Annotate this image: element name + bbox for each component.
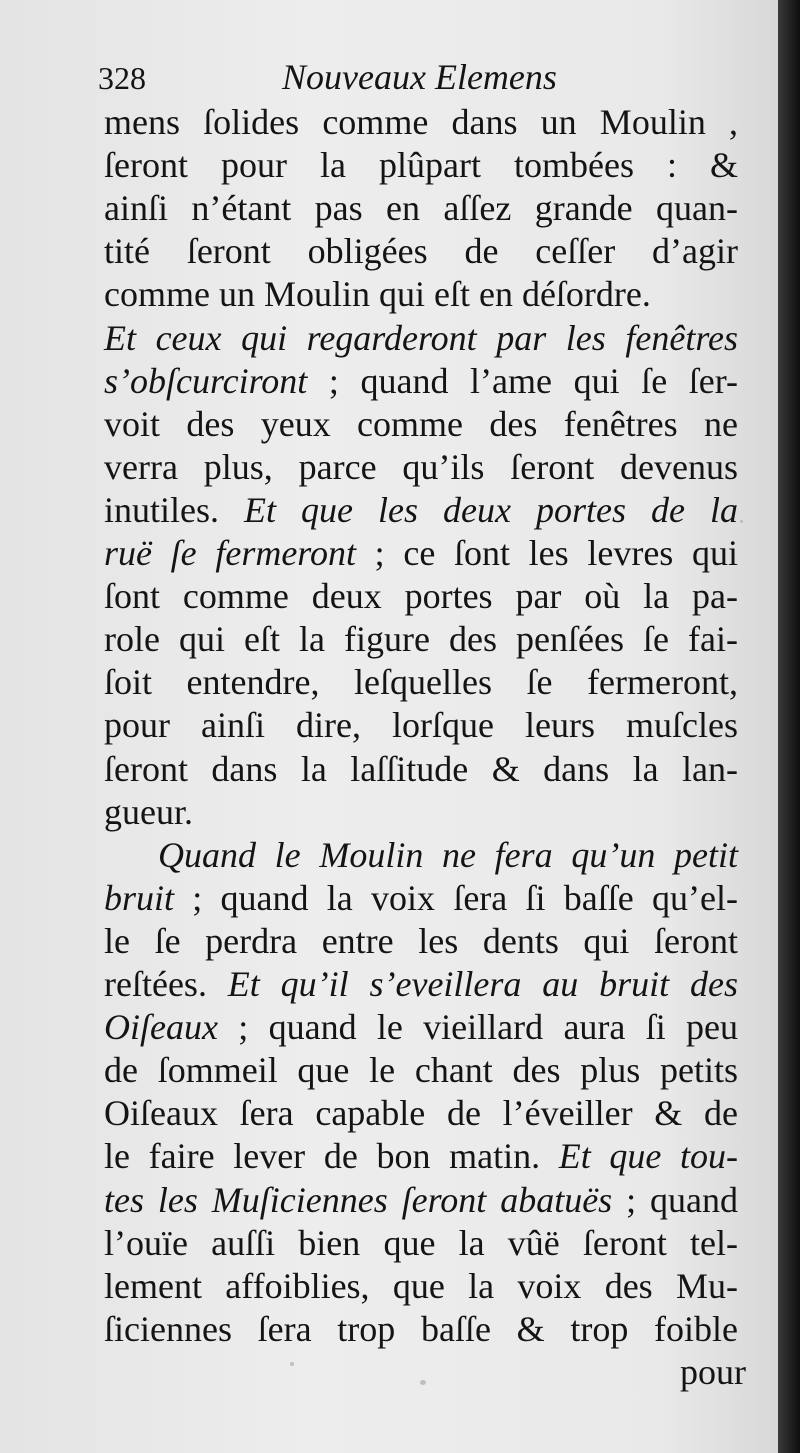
roman-span: role qui eſt la figure des penſées ſe fai- <box>104 619 738 660</box>
text-line <box>104 876 738 920</box>
text-line <box>104 1178 738 1222</box>
italic-span: bruit <box>104 877 175 918</box>
text-line <box>104 143 738 187</box>
text-line <box>104 703 738 747</box>
text-line <box>104 186 738 230</box>
text-line <box>158 833 738 877</box>
italic-span: ruë ſe fermeront <box>104 533 356 573</box>
text-line <box>104 229 738 273</box>
roman-span: ſoit entendre, leſquelles ſe fermeront, <box>104 662 738 703</box>
text-line <box>104 272 738 316</box>
roman-span: reſtées. <box>104 964 228 1004</box>
paper-spot <box>740 520 743 523</box>
roman-span: ; quand l’ame qui ſe ſer- <box>307 360 738 401</box>
roman-span: comme un Moulin qui eſt en déſordre. <box>104 274 651 315</box>
paper-spot <box>420 1380 426 1385</box>
roman-span: gueur. <box>104 791 193 832</box>
roman-span: ſont comme deux portes par où la pa- <box>104 576 738 617</box>
italic-span: Et que les deux portes de la <box>244 489 738 530</box>
running-title: Nouveaux Elemens <box>282 57 557 97</box>
text-line <box>104 488 738 532</box>
roman-span: Oiſeaux ſera capable de l’éveiller & de <box>104 1093 738 1134</box>
text-line <box>104 617 738 661</box>
roman-span: inutiles. <box>104 489 245 530</box>
italic-span: Et ceux qui regarderont par les fenêtres <box>104 317 738 358</box>
roman-span: le ſe perdra entre les dents qui ſeront <box>104 920 738 961</box>
roman-span: ſeront dans la laſſitude & dans la lan- <box>104 748 738 789</box>
roman-span: ; quand le vieillard aura ſi peu <box>217 1007 738 1048</box>
roman-span: ainſi n’étant pas en aſſez grande quan- <box>104 188 738 229</box>
text-line <box>104 747 738 791</box>
text-line <box>104 1091 738 1135</box>
roman-span: mens ſolides comme dans un Moulin , <box>104 102 738 142</box>
text-line <box>104 574 738 618</box>
roman-span: pour ainſi dire, lorſque leurs muſcles <box>104 705 738 746</box>
text-line <box>104 1048 738 1092</box>
text-line <box>104 919 738 963</box>
paper-spot <box>290 1362 294 1366</box>
text-line <box>104 1134 738 1178</box>
text-line <box>104 790 738 834</box>
text-line <box>104 100 738 144</box>
italic-span: tes les Muſiciennes ſeront abatuës <box>104 1179 613 1220</box>
italic-span: Quand le Moulin ne fera qu’un petit <box>158 834 738 875</box>
text-line <box>104 962 738 1006</box>
roman-span: tité ſeront obligées de ceſſer d’agir <box>104 231 738 272</box>
text-line <box>104 359 738 403</box>
roman-span: voit des yeux comme des fenêtres ne <box>104 403 738 444</box>
italic-span: Oiſeaux <box>104 1007 218 1048</box>
roman-span: ; ce ſont les levres qui <box>355 533 738 573</box>
page-number: 328 <box>98 60 146 96</box>
italic-span: Et qu’il s’eveillera au bruit des <box>227 964 738 1004</box>
text-line <box>104 531 738 575</box>
text-line <box>104 1221 738 1265</box>
roman-span: ; quand <box>612 1179 738 1220</box>
roman-span: ſiciennes ſera trop baſſe & trop foible <box>104 1308 738 1349</box>
text-line <box>104 402 738 446</box>
roman-span: verra plus, parce qu’ils ſeront devenus <box>104 446 738 487</box>
text-line <box>104 1005 738 1049</box>
roman-span: ſeront pour la plûpart tombées : & <box>104 145 738 186</box>
text-line <box>104 660 738 704</box>
catchword: pour <box>680 1351 746 1392</box>
roman-span: le faire lever de bon matin. <box>104 1136 559 1177</box>
roman-span: l’ouïe auſſi bien que la vûë ſeront tel- <box>104 1222 738 1263</box>
roman-span: ; quand la voix ſera ſi baſſe qu’el- <box>174 877 738 918</box>
roman-span: de ſommeil que le chant des plus petits <box>104 1050 738 1091</box>
text-line <box>104 1307 738 1351</box>
roman-span: lement affoiblies, que la voix des Mu- <box>104 1265 738 1306</box>
italic-span: s’obſcurciront <box>104 360 308 401</box>
text-line <box>104 316 738 360</box>
italic-span: Et que tou- <box>558 1136 738 1177</box>
page-edge-shadow <box>778 0 800 1453</box>
page-header <box>98 56 598 106</box>
text-line <box>104 445 738 489</box>
text-line <box>104 1264 738 1308</box>
